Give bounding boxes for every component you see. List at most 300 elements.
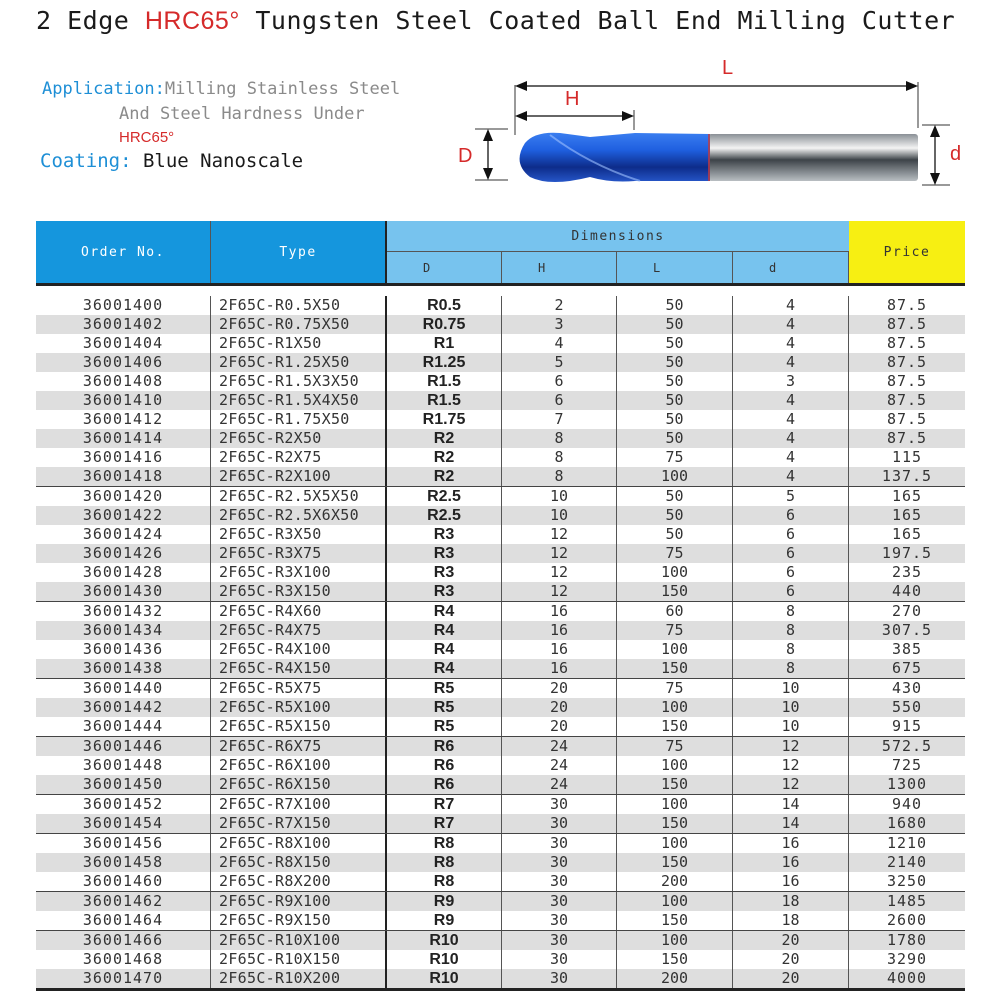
spec-table [36, 221, 965, 991]
type-cell: 2F65C-R8X150 [211, 853, 387, 872]
title-hardness: HRC65° [144, 7, 240, 35]
cutter-diagram [440, 55, 980, 195]
type-cell: 2F65C-R7X100 [211, 795, 387, 814]
shank-d-cell: 18 [733, 892, 849, 911]
h-cell: 7 [502, 410, 617, 429]
shank-d-cell: 6 [733, 506, 849, 525]
h-cell: 24 [502, 775, 617, 794]
price-cell: 385 [891, 640, 923, 658]
l-cell: 150 [617, 950, 733, 969]
radius-cell: R7 [387, 814, 502, 833]
table-row [36, 506, 965, 525]
price-cell: 3290 [886, 950, 928, 968]
radius-cell: R10 [387, 969, 502, 988]
radius-cell: R1.75 [387, 410, 502, 429]
order-no-cell: 36001454 [36, 814, 211, 833]
price-cell: 87.5 [886, 410, 928, 428]
order-no-cell: 36001406 [36, 353, 211, 372]
h-cell: 8 [502, 429, 617, 448]
type-cell: 2F65C-R2.5X6X50 [211, 506, 387, 525]
h-cell: 16 [502, 659, 617, 678]
price-cell: 1210 [886, 834, 928, 852]
radius-cell: R1.5 [387, 391, 502, 410]
table-row [36, 756, 965, 775]
table-row [36, 717, 965, 736]
type-cell: 2F65C-R6X75 [211, 737, 387, 756]
type-cell: 2F65C-R1.5X3X50 [211, 372, 387, 391]
order-no-cell: 36001450 [36, 775, 211, 794]
l-cell: 150 [617, 775, 733, 794]
shank-d-cell: 8 [733, 659, 849, 678]
radius-cell: R0.75 [387, 315, 502, 334]
ball-end-mill-icon [440, 55, 980, 195]
l-cell: 50 [617, 391, 733, 410]
order-no-cell: 36001440 [36, 679, 211, 698]
l-cell: 50 [617, 506, 733, 525]
header-price: Price [849, 221, 965, 283]
coating-label: Coating: [40, 150, 132, 172]
h-cell: 16 [502, 602, 617, 621]
h-cell: 5 [502, 353, 617, 372]
l-cell: 100 [617, 795, 733, 814]
price-cell: 572.5 [881, 737, 933, 755]
radius-cell: R6 [387, 737, 502, 756]
l-cell: 100 [617, 892, 733, 911]
type-cell: 2F65C-R0.75X50 [211, 315, 387, 334]
table-row [36, 296, 965, 315]
table-row [36, 429, 965, 448]
type-cell: 2F65C-R6X150 [211, 775, 387, 794]
price-cell: 87.5 [886, 372, 928, 390]
type-cell: 2F65C-R0.5X50 [211, 296, 387, 315]
l-cell: 50 [617, 410, 733, 429]
table-row [36, 969, 965, 988]
h-cell: 30 [502, 911, 617, 930]
radius-cell: R5 [387, 717, 502, 736]
h-cell: 10 [502, 487, 617, 506]
order-no-cell: 36001468 [36, 950, 211, 969]
order-no-cell: 36001408 [36, 372, 211, 391]
table-row [36, 544, 965, 563]
type-cell: 2F65C-R3X100 [211, 563, 387, 582]
table-row [36, 775, 965, 794]
type-cell: 2F65C-R3X75 [211, 544, 387, 563]
shank-d-cell: 4 [733, 391, 849, 410]
type-cell: 2F65C-R2X75 [211, 448, 387, 467]
price-cell: 1780 [886, 931, 928, 949]
price-cell: 165 [891, 525, 923, 543]
price-cell: 87.5 [886, 353, 928, 371]
header-L: L [617, 252, 733, 283]
h-cell: 12 [502, 525, 617, 544]
type-cell: 2F65C-R8X100 [211, 834, 387, 853]
l-cell: 50 [617, 372, 733, 391]
l-cell: 150 [617, 911, 733, 930]
price-cell: 4000 [886, 969, 928, 987]
h-cell: 30 [502, 853, 617, 872]
type-cell: 2F65C-R3X150 [211, 582, 387, 601]
l-cell: 100 [617, 834, 733, 853]
type-cell: 2F65C-R4X60 [211, 602, 387, 621]
price-cell: 440 [891, 582, 923, 600]
price-cell: 87.5 [886, 296, 928, 314]
l-cell: 50 [617, 353, 733, 372]
radius-cell: R4 [387, 640, 502, 659]
radius-cell: R8 [387, 853, 502, 872]
radius-cell: R1 [387, 334, 502, 353]
h-cell: 30 [502, 795, 617, 814]
h-cell: 8 [502, 467, 617, 486]
h-cell: 12 [502, 582, 617, 601]
price-cell: 1680 [886, 814, 928, 832]
order-no-cell: 36001424 [36, 525, 211, 544]
l-cell: 150 [617, 659, 733, 678]
application-block [42, 77, 400, 149]
l-cell: 150 [617, 853, 733, 872]
application-label: Application: [42, 79, 165, 99]
order-no-cell: 36001418 [36, 467, 211, 486]
order-no-cell: 36001464 [36, 911, 211, 930]
l-cell: 100 [617, 698, 733, 717]
order-no-cell: 36001432 [36, 602, 211, 621]
h-cell: 2 [502, 296, 617, 315]
table-body [36, 286, 965, 991]
l-cell: 150 [617, 582, 733, 601]
table-row [36, 410, 965, 429]
header-d: d [733, 252, 849, 283]
shank-d-cell: 12 [733, 775, 849, 794]
table-row [36, 950, 965, 969]
label-H: H [565, 88, 580, 110]
radius-cell: R6 [387, 775, 502, 794]
radius-cell: R3 [387, 525, 502, 544]
h-cell: 30 [502, 834, 617, 853]
l-cell: 50 [617, 315, 733, 334]
h-cell: 10 [502, 506, 617, 525]
price-cell: 307.5 [881, 621, 933, 639]
shank-d-cell: 8 [733, 621, 849, 640]
l-cell: 50 [617, 296, 733, 315]
table-row [36, 621, 965, 640]
application-line2: And Steel Hardness Under [119, 104, 365, 124]
h-cell: 30 [502, 872, 617, 891]
shank-d-cell: 4 [733, 334, 849, 353]
type-cell: 2F65C-R10X200 [211, 969, 387, 988]
application-line1: Milling Stainless Steel [164, 79, 401, 99]
radius-cell: R2.5 [387, 487, 502, 506]
order-no-cell: 36001434 [36, 621, 211, 640]
radius-cell: R7 [387, 795, 502, 814]
shank-d-cell: 10 [733, 679, 849, 698]
type-cell: 2F65C-R10X150 [211, 950, 387, 969]
price-cell: 2140 [886, 853, 928, 871]
radius-cell: R2 [387, 429, 502, 448]
table-row [36, 736, 965, 756]
order-no-cell: 36001470 [36, 969, 211, 988]
l-cell: 50 [617, 334, 733, 353]
order-no-cell: 36001452 [36, 795, 211, 814]
shank-d-cell: 12 [733, 737, 849, 756]
shank-d-cell: 4 [733, 467, 849, 486]
type-cell: 2F65C-R3X50 [211, 525, 387, 544]
order-no-cell: 36001426 [36, 544, 211, 563]
order-no-cell: 36001430 [36, 582, 211, 601]
type-cell: 2F65C-R1.75X50 [211, 410, 387, 429]
shank-d-cell: 14 [733, 795, 849, 814]
shank-d-cell: 4 [733, 296, 849, 315]
price-cell: 87.5 [886, 315, 928, 333]
table-row [36, 891, 965, 911]
l-cell: 60 [617, 602, 733, 621]
table-row [36, 678, 965, 698]
table-row [36, 640, 965, 659]
order-no-cell: 36001428 [36, 563, 211, 582]
type-cell: 2F65C-R1.5X4X50 [211, 391, 387, 410]
table-row [36, 448, 965, 467]
table-row [36, 833, 965, 853]
price-cell: 165 [891, 506, 923, 524]
l-cell: 200 [617, 872, 733, 891]
h-cell: 6 [502, 372, 617, 391]
l-cell: 100 [617, 563, 733, 582]
type-cell: 2F65C-R8X200 [211, 872, 387, 891]
radius-cell: R4 [387, 602, 502, 621]
table-row [36, 486, 965, 506]
shank-d-cell: 8 [733, 640, 849, 659]
l-cell: 50 [617, 487, 733, 506]
order-no-cell: 36001436 [36, 640, 211, 659]
shank-d-cell: 16 [733, 872, 849, 891]
type-cell: 2F65C-R2X100 [211, 467, 387, 486]
order-no-cell: 36001462 [36, 892, 211, 911]
h-cell: 24 [502, 756, 617, 775]
table-header [36, 221, 965, 286]
shank-d-cell: 12 [733, 756, 849, 775]
l-cell: 50 [617, 429, 733, 448]
header-H: H [502, 252, 617, 283]
shank-d-cell: 4 [733, 429, 849, 448]
shank-d-cell: 6 [733, 544, 849, 563]
price-cell: 1300 [886, 775, 928, 793]
price-cell: 1485 [886, 892, 928, 910]
h-cell: 20 [502, 698, 617, 717]
table-row [36, 391, 965, 410]
title-part1: 2 Edge [36, 6, 145, 35]
radius-cell: R3 [387, 563, 502, 582]
table-row [36, 353, 965, 372]
h-cell: 30 [502, 814, 617, 833]
table-row [36, 315, 965, 334]
h-cell: 4 [502, 334, 617, 353]
table-row [36, 930, 965, 950]
table-row [36, 601, 965, 621]
shank-d-cell: 4 [733, 448, 849, 467]
table-row [36, 525, 965, 544]
type-cell: 2F65C-R4X75 [211, 621, 387, 640]
type-cell: 2F65C-R2.5X5X50 [211, 487, 387, 506]
type-cell: 2F65C-R5X150 [211, 717, 387, 736]
h-cell: 16 [502, 640, 617, 659]
type-cell: 2F65C-R9X150 [211, 911, 387, 930]
l-cell: 75 [617, 737, 733, 756]
h-cell: 30 [502, 950, 617, 969]
order-no-cell: 36001404 [36, 334, 211, 353]
radius-cell: R10 [387, 931, 502, 950]
radius-cell: R5 [387, 679, 502, 698]
coating-block [40, 150, 303, 172]
h-cell: 16 [502, 621, 617, 640]
price-cell: 2600 [886, 911, 928, 929]
order-no-cell: 36001446 [36, 737, 211, 756]
shank-d-cell: 20 [733, 969, 849, 988]
order-no-cell: 36001420 [36, 487, 211, 506]
price-cell: 675 [891, 659, 923, 677]
shank-d-cell: 6 [733, 582, 849, 601]
order-no-cell: 36001416 [36, 448, 211, 467]
label-L: L [722, 57, 734, 79]
price-cell: 87.5 [886, 334, 928, 352]
h-cell: 12 [502, 563, 617, 582]
table-row [36, 372, 965, 391]
shank-d-cell: 10 [733, 717, 849, 736]
type-cell: 2F65C-R5X75 [211, 679, 387, 698]
price-cell: 915 [891, 717, 923, 735]
h-cell: 20 [502, 717, 617, 736]
radius-cell: R0.5 [387, 296, 502, 315]
l-cell: 100 [617, 756, 733, 775]
price-cell: 137.5 [881, 467, 933, 485]
order-no-cell: 36001466 [36, 931, 211, 950]
table-row [36, 911, 965, 930]
radius-cell: R9 [387, 911, 502, 930]
order-no-cell: 36001448 [36, 756, 211, 775]
l-cell: 150 [617, 717, 733, 736]
l-cell: 100 [617, 467, 733, 486]
h-cell: 6 [502, 391, 617, 410]
table-row [36, 794, 965, 814]
price-cell: 115 [891, 448, 923, 466]
order-no-cell: 36001402 [36, 315, 211, 334]
type-cell: 2F65C-R6X100 [211, 756, 387, 775]
radius-cell: R2 [387, 467, 502, 486]
type-cell: 2F65C-R2X50 [211, 429, 387, 448]
type-cell: 2F65C-R4X150 [211, 659, 387, 678]
l-cell: 50 [617, 525, 733, 544]
table-row [36, 563, 965, 582]
type-cell: 2F65C-R10X100 [211, 931, 387, 950]
order-no-cell: 36001458 [36, 853, 211, 872]
order-no-cell: 36001414 [36, 429, 211, 448]
h-cell: 3 [502, 315, 617, 334]
type-cell: 2F65C-R7X150 [211, 814, 387, 833]
radius-cell: R8 [387, 872, 502, 891]
price-cell: 430 [891, 679, 923, 697]
h-cell: 12 [502, 544, 617, 563]
radius-cell: R4 [387, 659, 502, 678]
price-cell: 940 [891, 795, 923, 813]
table-row [36, 814, 965, 833]
shank-d-cell: 18 [733, 911, 849, 930]
l-cell: 75 [617, 621, 733, 640]
shank-d-cell: 16 [733, 853, 849, 872]
type-cell: 2F65C-R5X100 [211, 698, 387, 717]
header-D: D [387, 252, 502, 283]
header-type: Type [211, 221, 387, 283]
shank-d-cell: 20 [733, 931, 849, 950]
h-cell: 20 [502, 679, 617, 698]
label-D: D [458, 145, 473, 167]
order-no-cell: 36001410 [36, 391, 211, 410]
radius-cell: R9 [387, 892, 502, 911]
table-row [36, 582, 965, 601]
title-part2: Tungsten Steel Coated Ball End Milling Cutter [239, 6, 956, 35]
radius-cell: R3 [387, 582, 502, 601]
shank-d-cell: 8 [733, 602, 849, 621]
radius-cell: R2 [387, 448, 502, 467]
table-row [36, 334, 965, 353]
label-d: d [950, 143, 962, 165]
shank-d-cell: 4 [733, 353, 849, 372]
h-cell: 30 [502, 931, 617, 950]
l-cell: 75 [617, 679, 733, 698]
order-no-cell: 36001438 [36, 659, 211, 678]
price-cell: 87.5 [886, 429, 928, 447]
radius-cell: R3 [387, 544, 502, 563]
shank-d-cell: 6 [733, 563, 849, 582]
price-cell: 87.5 [886, 391, 928, 409]
order-no-cell: 36001412 [36, 410, 211, 429]
radius-cell: R5 [387, 698, 502, 717]
price-cell: 165 [891, 487, 923, 505]
l-cell: 150 [617, 814, 733, 833]
coating-value: Blue Nanoscale [131, 150, 304, 172]
price-cell: 235 [891, 563, 923, 581]
l-cell: 100 [617, 931, 733, 950]
order-no-cell: 36001422 [36, 506, 211, 525]
header-order-no: Order No. [36, 221, 211, 283]
l-cell: 100 [617, 640, 733, 659]
shank-d-cell: 3 [733, 372, 849, 391]
shank-d-cell: 6 [733, 525, 849, 544]
type-cell: 2F65C-R1X50 [211, 334, 387, 353]
h-cell: 24 [502, 737, 617, 756]
price-cell: 270 [891, 602, 923, 620]
radius-cell: R8 [387, 834, 502, 853]
shank-d-cell: 5 [733, 487, 849, 506]
price-cell: 3250 [886, 872, 928, 890]
shank-d-cell: 4 [733, 410, 849, 429]
table-row [36, 872, 965, 891]
radius-cell: R4 [387, 621, 502, 640]
shank-d-cell: 16 [733, 834, 849, 853]
h-cell: 30 [502, 892, 617, 911]
l-cell: 200 [617, 969, 733, 988]
shank-d-cell: 10 [733, 698, 849, 717]
h-cell: 8 [502, 448, 617, 467]
shank-d-cell: 4 [733, 315, 849, 334]
table-row [36, 853, 965, 872]
h-cell: 30 [502, 969, 617, 988]
shank-d-cell: 14 [733, 814, 849, 833]
type-cell: 2F65C-R1.25X50 [211, 353, 387, 372]
table-row [36, 467, 965, 486]
order-no-cell: 36001460 [36, 872, 211, 891]
type-cell: 2F65C-R4X100 [211, 640, 387, 659]
order-no-cell: 36001442 [36, 698, 211, 717]
application-line3: HRC65° [119, 129, 175, 146]
radius-cell: R10 [387, 950, 502, 969]
radius-cell: R1.25 [387, 353, 502, 372]
